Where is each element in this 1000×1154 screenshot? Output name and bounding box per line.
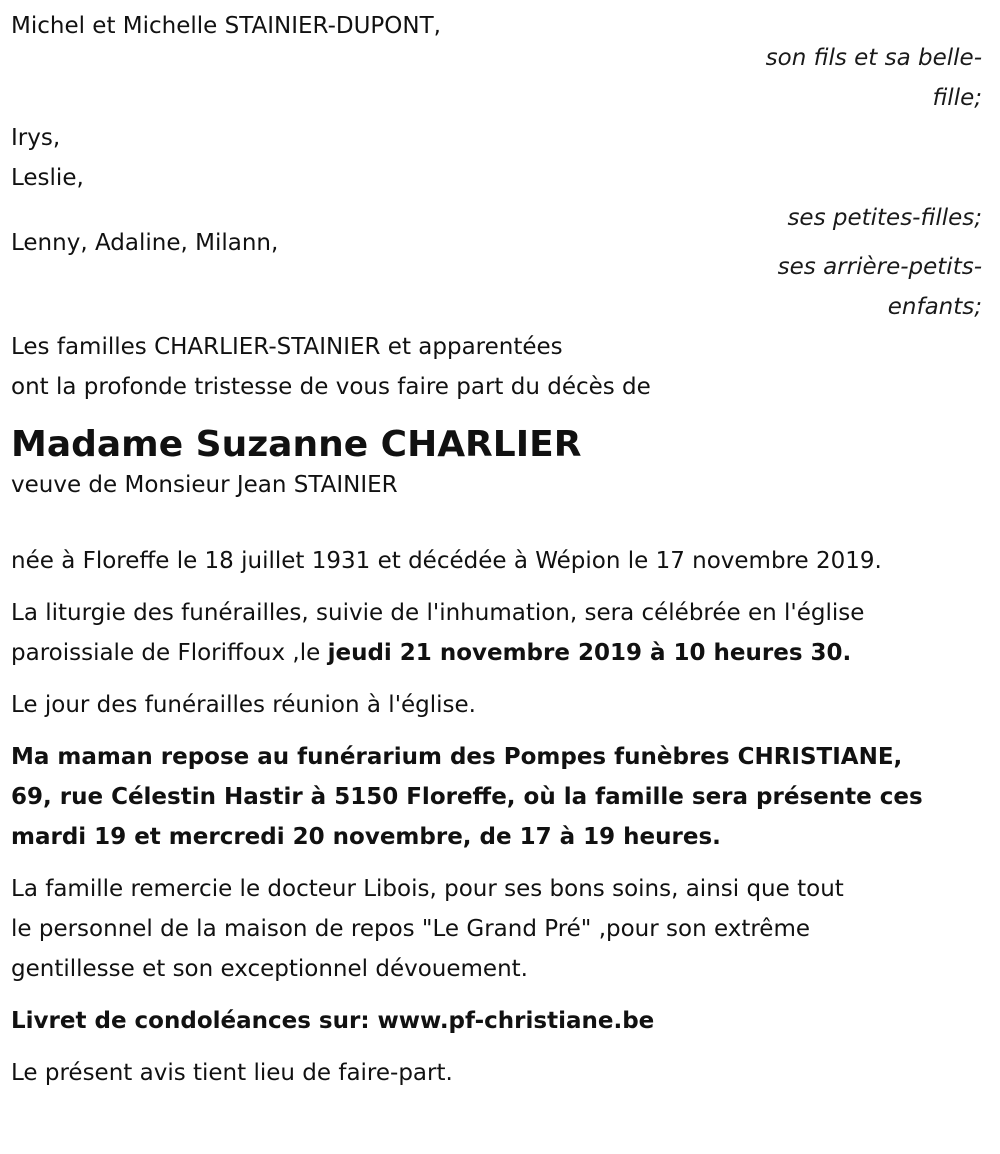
families-line1: Les familles CHARLIER-STAINIER et apparentées <box>11 334 563 360</box>
thanks-line2: le personnel de la maison de repos "Le Grand Pré" ,pour son extrême <box>11 916 811 942</box>
family-granddaughter-1: Irys, <box>11 125 61 151</box>
relation-son-line1: son fils et sa belle- <box>765 45 982 71</box>
family-great-grandchildren: Lenny, Adaline, Milann, <box>11 230 279 256</box>
rest-line2: 69, rue Célestin Hastir à 5150 Floreffe, où la famille sera présente ces <box>11 784 923 810</box>
families-line2: ont la profonde tristesse de vous faire part du décès de <box>11 374 651 400</box>
deceased-widow: veuve de Monsieur Jean STAINIER <box>11 472 398 498</box>
liturgy-line1: La liturgie des funérailles, suivie de l'inhumation, sera célébrée en l'église <box>11 600 865 626</box>
relation-son-line2: fille; <box>932 85 982 111</box>
thanks-line1: La famille remercie le docteur Libois, pour ses bons soins, ainsi que tout <box>11 876 844 902</box>
condolences-text: Livret de condoléances sur: www.pf-christiane.be <box>11 1008 655 1034</box>
liturgy-line2 <box>11 633 990 673</box>
relation-great-grandchildren-line2: enfants; <box>887 294 982 320</box>
thanks-line3: gentillesse et son exceptionnel dévouement. <box>11 956 528 982</box>
birth-death: née à Floreffe le 18 juillet 1931 et décédée à Wépion le 17 novembre 2019. <box>11 548 882 574</box>
liturgy-date: jeudi 21 novembre 2019 à 10 heures 30. <box>327 640 852 666</box>
deceased-name: Madame Suzanne CHARLIER <box>11 424 582 465</box>
meeting-text: Le jour des funérailles réunion à l'église. <box>11 692 476 718</box>
rest-line3: mardi 19 et mercredi 20 novembre, de 17 à 19 heures. <box>11 824 721 850</box>
rest-line1: Ma maman repose au funérarium des Pompes funèbres CHRISTIANE, <box>11 744 903 770</box>
relation-great-grandchildren-line1: ses arrière-petits- <box>777 254 982 280</box>
notice-text: Le présent avis tient lieu de faire-part. <box>11 1060 453 1086</box>
relation-granddaughters: ses petites-filles; <box>787 205 982 231</box>
family-son: Michel et Michelle STAINIER-DUPONT, <box>11 13 441 39</box>
liturgy-place: paroissiale de Floriffoux ,le <box>11 640 328 666</box>
family-granddaughter-2: Leslie, <box>11 165 84 191</box>
